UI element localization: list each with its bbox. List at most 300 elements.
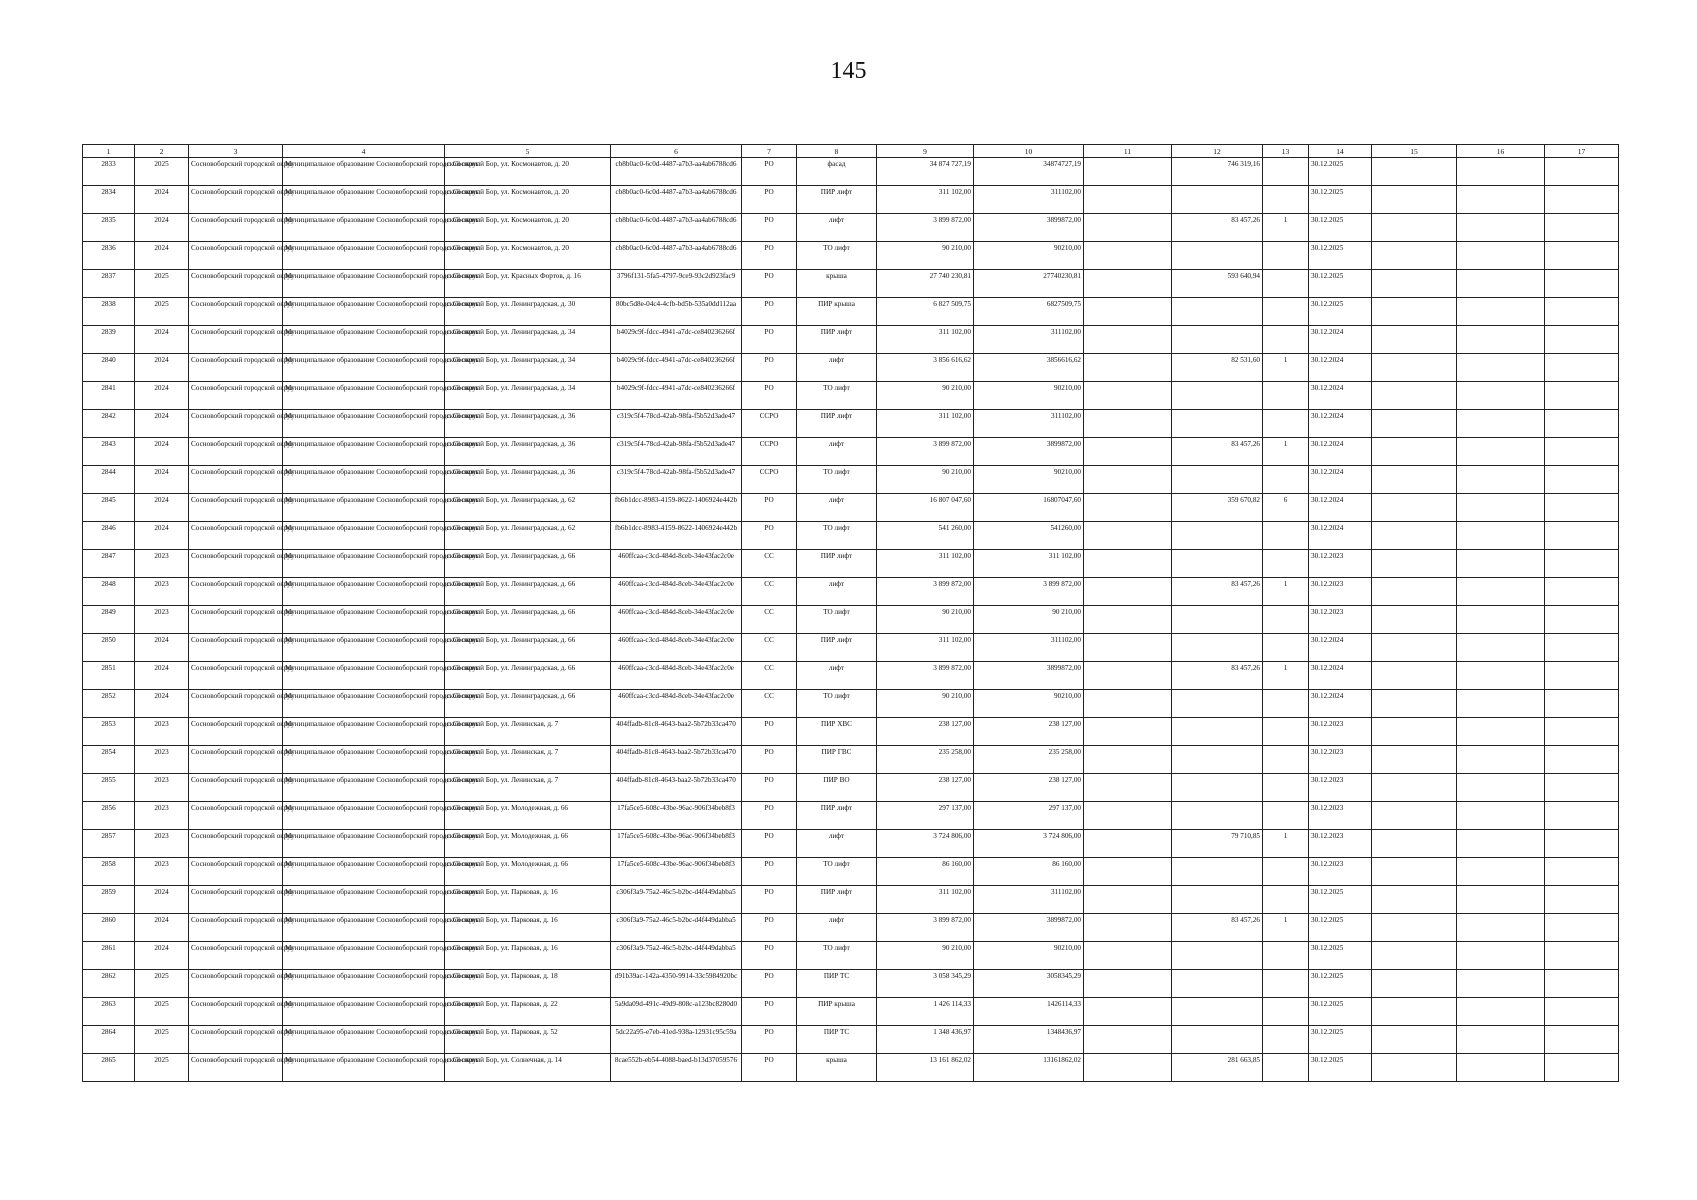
column-header: 15 <box>1372 145 1457 158</box>
year-cell: 2024 <box>135 522 189 550</box>
year-cell: 2023 <box>135 802 189 830</box>
column-16-cell <box>1457 858 1545 886</box>
elevator-count-cell <box>1263 802 1309 830</box>
column-11-cell <box>1084 494 1172 522</box>
column-12-cell <box>1172 634 1263 662</box>
column-17-cell <box>1545 830 1619 858</box>
table-row <box>83 382 1619 410</box>
elevator-count-cell: 1 <box>1263 438 1309 466</box>
house-guid-cell: 17fa5ce5-608c-43be-96ac-906f34beb8f3 <box>611 830 742 858</box>
column-11-cell <box>1084 326 1172 354</box>
column-header: 2 <box>135 145 189 158</box>
house-guid-cell: cb8b0ac0-6c0d-4487-a7b3-aa4ab6788cd6 <box>611 158 742 186</box>
column-16-cell <box>1457 634 1545 662</box>
year-cell: 2023 <box>135 858 189 886</box>
district-cell: Сосновоборский городской округ <box>189 326 283 354</box>
column-header: 5 <box>445 145 611 158</box>
work-type-cell: ТО лифт <box>797 858 877 886</box>
total-cell: 16807047,60 <box>974 494 1084 522</box>
column-11-cell <box>1084 858 1172 886</box>
address-cell: г. Сосновый Бор, ул. Ленинградская, д. 66 <box>445 606 611 634</box>
address-cell: г. Сосновый Бор, ул. Парковая, д. 18 <box>445 970 611 998</box>
column-17-cell <box>1545 242 1619 270</box>
column-11-cell <box>1084 158 1172 186</box>
cost-cell: 311 102,00 <box>877 186 974 214</box>
column-11-cell <box>1084 186 1172 214</box>
column-16-cell <box>1457 998 1545 1026</box>
page-number: 145 <box>830 58 867 84</box>
column-12-cell <box>1172 886 1263 914</box>
column-15-cell <box>1372 550 1457 578</box>
address-cell: г. Сосновый Бор, ул. Ленинградская, д. 62 <box>445 522 611 550</box>
address-cell: г. Сосновый Бор, ул. Ленинградская, д. 66 <box>445 662 611 690</box>
municipality-cell: Муниципальное образование Сосновоборский городской округ <box>283 690 445 718</box>
row-number-cell: 2863 <box>83 998 135 1026</box>
row-number-cell: 2851 <box>83 662 135 690</box>
column-11-cell <box>1084 354 1172 382</box>
total-cell: 13161862,02 <box>974 1054 1084 1082</box>
address-cell: г. Сосновый Бор, ул. Молодежная, д. 66 <box>445 858 611 886</box>
column-12-cell <box>1172 382 1263 410</box>
row-number-cell: 2865 <box>83 1054 135 1082</box>
total-cell: 311102,00 <box>974 410 1084 438</box>
total-cell: 90210,00 <box>974 466 1084 494</box>
address-cell: г. Сосновый Бор, ул. Ленинградская, д. 30 <box>445 298 611 326</box>
column-15-cell <box>1372 1054 1457 1082</box>
column-12-cell: 83 457,26 <box>1172 662 1263 690</box>
column-11-cell <box>1084 886 1172 914</box>
program-type-cell: РО <box>742 830 797 858</box>
program-type-cell: РО <box>742 858 797 886</box>
table-row <box>83 158 1619 186</box>
column-11-cell <box>1084 214 1172 242</box>
year-cell: 2023 <box>135 746 189 774</box>
cost-cell: 90 210,00 <box>877 606 974 634</box>
column-12-cell <box>1172 858 1263 886</box>
table-row <box>83 634 1619 662</box>
row-number-cell: 2860 <box>83 914 135 942</box>
column-15-cell <box>1372 438 1457 466</box>
elevator-count-cell: 1 <box>1263 662 1309 690</box>
house-guid-cell: 5a9da09d-491c-49d9-808c-a123bc8280d0 <box>611 998 742 1026</box>
column-header: 17 <box>1545 145 1619 158</box>
district-cell: Сосновоборский городской округ <box>189 186 283 214</box>
address-cell: г. Сосновый Бор, ул. Парковая, д. 16 <box>445 942 611 970</box>
deadline-cell: 30.12.2024 <box>1309 522 1372 550</box>
house-guid-cell: 460ffcaa-c3cd-484d-8ceb-34e43fac2c0e <box>611 606 742 634</box>
year-cell: 2024 <box>135 438 189 466</box>
municipality-cell: Муниципальное образование Сосновоборский городской округ <box>283 886 445 914</box>
district-cell: Сосновоборский городской округ <box>189 634 283 662</box>
work-type-cell: ТО лифт <box>797 942 877 970</box>
cost-cell: 90 210,00 <box>877 690 974 718</box>
house-guid-cell: fb6b1dcc-8983-4159-8622-1406924e442b <box>611 494 742 522</box>
year-cell: 2024 <box>135 242 189 270</box>
program-type-cell: РО <box>742 326 797 354</box>
column-11-cell <box>1084 606 1172 634</box>
table-row <box>83 914 1619 942</box>
address-cell: г. Сосновый Бор, ул. Ленинская, д. 7 <box>445 718 611 746</box>
table-row <box>83 858 1619 886</box>
work-type-cell: ПИР лифт <box>797 186 877 214</box>
house-guid-cell: 404ffadb-81c8-4643-baa2-5b72b33ca470 <box>611 746 742 774</box>
column-11-cell <box>1084 466 1172 494</box>
address-cell: г. Сосновый Бор, ул. Молодежная, д. 66 <box>445 802 611 830</box>
table-row <box>83 438 1619 466</box>
address-cell: г. Сосновый Бор, ул. Ленинградская, д. 66 <box>445 690 611 718</box>
cost-cell: 238 127,00 <box>877 718 974 746</box>
row-number-cell: 2836 <box>83 242 135 270</box>
elevator-count-cell <box>1263 970 1309 998</box>
column-16-cell <box>1457 970 1545 998</box>
address-cell: г. Сосновый Бор, ул. Ленинградская, д. 62 <box>445 494 611 522</box>
deadline-cell: 30.12.2023 <box>1309 746 1372 774</box>
deadline-cell: 30.12.2025 <box>1309 886 1372 914</box>
row-number-cell: 2859 <box>83 886 135 914</box>
row-number-cell: 2854 <box>83 746 135 774</box>
elevator-count-cell <box>1263 242 1309 270</box>
year-cell: 2025 <box>135 158 189 186</box>
column-header: 8 <box>797 145 877 158</box>
column-17-cell <box>1545 942 1619 970</box>
house-guid-cell: 460ffcaa-c3cd-484d-8ceb-34e43fac2c0e <box>611 550 742 578</box>
column-12-cell: 593 640,94 <box>1172 270 1263 298</box>
table-row <box>83 802 1619 830</box>
column-17-cell <box>1545 634 1619 662</box>
elevator-count-cell <box>1263 606 1309 634</box>
work-type-cell: ПИР ГВС <box>797 746 877 774</box>
district-cell: Сосновоборский городской округ <box>189 382 283 410</box>
elevator-count-cell <box>1263 942 1309 970</box>
district-cell: Сосновоборский городской округ <box>189 1054 283 1082</box>
program-type-cell: РО <box>742 1026 797 1054</box>
column-17-cell <box>1545 606 1619 634</box>
row-number-cell: 2834 <box>83 186 135 214</box>
column-16-cell <box>1457 326 1545 354</box>
municipality-cell: Муниципальное образование Сосновоборский городской округ <box>283 718 445 746</box>
cost-cell: 311 102,00 <box>877 550 974 578</box>
table-row <box>83 606 1619 634</box>
district-cell: Сосновоборский городской округ <box>189 830 283 858</box>
address-cell: г. Сосновый Бор, ул. Ленинградская, д. 66 <box>445 550 611 578</box>
column-16-cell <box>1457 690 1545 718</box>
municipality-cell: Муниципальное образование Сосновоборский городской округ <box>283 186 445 214</box>
house-guid-cell: 460ffcaa-c3cd-484d-8ceb-34e43fac2c0e <box>611 690 742 718</box>
column-12-cell <box>1172 746 1263 774</box>
table-row <box>83 186 1619 214</box>
column-header: 11 <box>1084 145 1172 158</box>
total-cell: 311102,00 <box>974 186 1084 214</box>
deadline-cell: 30.12.2025 <box>1309 998 1372 1026</box>
municipality-cell: Муниципальное образование Сосновоборский городской округ <box>283 746 445 774</box>
cost-cell: 3 899 872,00 <box>877 914 974 942</box>
work-type-cell: крыша <box>797 1054 877 1082</box>
work-type-cell: лифт <box>797 830 877 858</box>
column-12-cell <box>1172 242 1263 270</box>
column-17-cell <box>1545 382 1619 410</box>
district-cell: Сосновоборский городской округ <box>189 998 283 1026</box>
deadline-cell: 30.12.2025 <box>1309 270 1372 298</box>
total-cell: 90210,00 <box>974 690 1084 718</box>
row-number-cell: 2855 <box>83 774 135 802</box>
district-cell: Сосновоборский городской округ <box>189 858 283 886</box>
column-12-cell <box>1172 774 1263 802</box>
district-cell: Сосновоборский городской округ <box>189 214 283 242</box>
work-type-cell: ПИР крыша <box>797 298 877 326</box>
total-cell: 3899872,00 <box>974 914 1084 942</box>
district-cell: Сосновоборский городской округ <box>189 466 283 494</box>
house-guid-cell: 17fa5ce5-608c-43be-96ac-906f34beb8f3 <box>611 802 742 830</box>
work-type-cell: лифт <box>797 662 877 690</box>
total-cell: 541260,00 <box>974 522 1084 550</box>
row-number-cell: 2840 <box>83 354 135 382</box>
elevator-count-cell <box>1263 382 1309 410</box>
house-guid-cell: 17fa5ce5-608c-43be-96ac-906f34beb8f3 <box>611 858 742 886</box>
municipality-cell: Муниципальное образование Сосновоборский городской округ <box>283 466 445 494</box>
elevator-count-cell <box>1263 158 1309 186</box>
column-11-cell <box>1084 718 1172 746</box>
district-cell: Сосновоборский городской округ <box>189 718 283 746</box>
year-cell: 2023 <box>135 830 189 858</box>
column-17-cell <box>1545 802 1619 830</box>
column-12-cell <box>1172 186 1263 214</box>
address-cell: г. Сосновый Бор, ул. Ленинградская, д. 34 <box>445 382 611 410</box>
table-row <box>83 550 1619 578</box>
row-number-cell: 2862 <box>83 970 135 998</box>
row-number-cell: 2844 <box>83 466 135 494</box>
column-12-cell <box>1172 942 1263 970</box>
column-16-cell <box>1457 886 1545 914</box>
municipality-cell: Муниципальное образование Сосновоборский городской округ <box>283 158 445 186</box>
column-15-cell <box>1372 690 1457 718</box>
table-row <box>83 830 1619 858</box>
program-type-cell: РО <box>742 914 797 942</box>
total-cell: 1348436,97 <box>974 1026 1084 1054</box>
municipality-cell: Муниципальное образование Сосновоборский городской округ <box>283 550 445 578</box>
municipality-cell: Муниципальное образование Сосновоборский городской округ <box>283 970 445 998</box>
year-cell: 2024 <box>135 410 189 438</box>
work-type-cell: ПИР лифт <box>797 410 877 438</box>
address-cell: г. Сосновый Бор, ул. Ленинградская, д. 36 <box>445 438 611 466</box>
column-11-cell <box>1084 998 1172 1026</box>
house-guid-cell: c319c5f4-78cd-42ab-98fa-f5b52d3ade47 <box>611 466 742 494</box>
column-15-cell <box>1372 186 1457 214</box>
total-cell: 3899872,00 <box>974 214 1084 242</box>
column-15-cell <box>1372 382 1457 410</box>
district-cell: Сосновоборский городской округ <box>189 242 283 270</box>
deadline-cell: 30.12.2023 <box>1309 718 1372 746</box>
table-row <box>83 998 1619 1026</box>
column-16-cell <box>1457 830 1545 858</box>
year-cell: 2025 <box>135 970 189 998</box>
total-cell: 90210,00 <box>974 942 1084 970</box>
year-cell: 2023 <box>135 550 189 578</box>
address-cell: г. Сосновый Бор, ул. Солнечная, д. 14 <box>445 1054 611 1082</box>
column-17-cell <box>1545 158 1619 186</box>
column-15-cell <box>1372 410 1457 438</box>
column-16-cell <box>1457 242 1545 270</box>
row-number-cell: 2837 <box>83 270 135 298</box>
column-15-cell <box>1372 998 1457 1026</box>
total-cell: 3899872,00 <box>974 662 1084 690</box>
year-cell: 2023 <box>135 606 189 634</box>
column-16-cell <box>1457 1054 1545 1082</box>
table-row <box>83 466 1619 494</box>
program-type-cell: РО <box>742 214 797 242</box>
house-guid-cell: c319c5f4-78cd-42ab-98fa-f5b52d3ade47 <box>611 410 742 438</box>
table-row <box>83 718 1619 746</box>
deadline-cell: 30.12.2023 <box>1309 802 1372 830</box>
house-guid-cell: b4029c9f-fdcc-4941-a7dc-ce840236266f <box>611 382 742 410</box>
column-header: 4 <box>283 145 445 158</box>
program-type-cell: РО <box>742 746 797 774</box>
deadline-cell: 30.12.2025 <box>1309 914 1372 942</box>
column-12-cell: 83 457,26 <box>1172 214 1263 242</box>
total-cell: 311102,00 <box>974 886 1084 914</box>
column-16-cell <box>1457 158 1545 186</box>
row-number-cell: 2839 <box>83 326 135 354</box>
cost-cell: 311 102,00 <box>877 886 974 914</box>
row-number-cell: 2849 <box>83 606 135 634</box>
total-cell: 90210,00 <box>974 242 1084 270</box>
elevator-count-cell <box>1263 326 1309 354</box>
program-type-cell: СС <box>742 634 797 662</box>
address-cell: г. Сосновый Бор, ул. Ленинская, д. 7 <box>445 774 611 802</box>
column-15-cell <box>1372 858 1457 886</box>
program-type-cell: РО <box>742 522 797 550</box>
work-type-cell: крыша <box>797 270 877 298</box>
cost-cell: 311 102,00 <box>877 634 974 662</box>
program-type-cell: ССРО <box>742 438 797 466</box>
district-cell: Сосновоборский городской округ <box>189 662 283 690</box>
program-type-cell: СС <box>742 550 797 578</box>
column-header: 6 <box>611 145 742 158</box>
program-type-cell: РО <box>742 942 797 970</box>
district-cell: Сосновоборский городской округ <box>189 522 283 550</box>
column-15-cell <box>1372 942 1457 970</box>
district-cell: Сосновоборский городской округ <box>189 354 283 382</box>
program-type-cell: РО <box>742 970 797 998</box>
row-number-cell: 2861 <box>83 942 135 970</box>
column-12-cell <box>1172 1026 1263 1054</box>
work-type-cell: лифт <box>797 214 877 242</box>
column-header: 9 <box>877 145 974 158</box>
house-guid-cell: 80bc5d8e-04c4-4cfb-bd5b-535a0dd112aa <box>611 298 742 326</box>
program-type-cell: РО <box>742 774 797 802</box>
cost-cell: 3 856 616,62 <box>877 354 974 382</box>
district-cell: Сосновоборский городской округ <box>189 270 283 298</box>
address-cell: г. Сосновый Бор, ул. Парковая, д. 16 <box>445 914 611 942</box>
work-type-cell: ПИР лифт <box>797 886 877 914</box>
column-header: 12 <box>1172 145 1263 158</box>
district-cell: Сосновоборский городской округ <box>189 298 283 326</box>
program-type-cell: СС <box>742 606 797 634</box>
address-cell: г. Сосновый Бор, ул. Ленинградская, д. 34 <box>445 326 611 354</box>
column-12-cell <box>1172 998 1263 1026</box>
deadline-cell: 30.12.2025 <box>1309 158 1372 186</box>
year-cell: 2024 <box>135 186 189 214</box>
column-17-cell <box>1545 438 1619 466</box>
column-12-cell <box>1172 550 1263 578</box>
house-guid-cell: 404ffadb-81c8-4643-baa2-5b72b33ca470 <box>611 774 742 802</box>
municipality-cell: Муниципальное образование Сосновоборский городской округ <box>283 774 445 802</box>
work-type-cell: ТО лифт <box>797 606 877 634</box>
table-row <box>83 354 1619 382</box>
municipality-cell: Муниципальное образование Сосновоборский городской округ <box>283 410 445 438</box>
cost-cell: 541 260,00 <box>877 522 974 550</box>
cost-cell: 90 210,00 <box>877 942 974 970</box>
cost-cell: 3 899 872,00 <box>877 578 974 606</box>
row-number-cell: 2852 <box>83 690 135 718</box>
year-cell: 2024 <box>135 354 189 382</box>
year-cell: 2024 <box>135 382 189 410</box>
deadline-cell: 30.12.2024 <box>1309 662 1372 690</box>
work-type-cell: лифт <box>797 914 877 942</box>
cost-cell: 16 807 047,60 <box>877 494 974 522</box>
column-17-cell <box>1545 410 1619 438</box>
deadline-cell: 30.12.2023 <box>1309 830 1372 858</box>
column-15-cell <box>1372 522 1457 550</box>
deadline-cell: 30.12.2025 <box>1309 1054 1372 1082</box>
house-guid-cell: 460ffcaa-c3cd-484d-8ceb-34e43fac2c0e <box>611 578 742 606</box>
column-12-cell: 82 531,60 <box>1172 354 1263 382</box>
address-cell: г. Сосновый Бор, ул. Ленинская, д. 7 <box>445 746 611 774</box>
column-15-cell <box>1372 466 1457 494</box>
column-17-cell <box>1545 578 1619 606</box>
column-16-cell <box>1457 522 1545 550</box>
work-type-cell: ПИР лифт <box>797 326 877 354</box>
deadline-cell: 30.12.2025 <box>1309 242 1372 270</box>
year-cell: 2025 <box>135 998 189 1026</box>
column-header: 1 <box>83 145 135 158</box>
total-cell: 34874727,19 <box>974 158 1084 186</box>
address-cell: г. Сосновый Бор, ул. Космонавтов, д. 20 <box>445 242 611 270</box>
cost-cell: 90 210,00 <box>877 382 974 410</box>
program-type-cell: РО <box>742 494 797 522</box>
column-17-cell <box>1545 998 1619 1026</box>
municipality-cell: Муниципальное образование Сосновоборский городской округ <box>283 326 445 354</box>
column-11-cell <box>1084 298 1172 326</box>
cost-cell: 3 724 806,00 <box>877 830 974 858</box>
district-cell: Сосновоборский городской округ <box>189 802 283 830</box>
elevator-count-cell: 1 <box>1263 214 1309 242</box>
elevator-count-cell: 1 <box>1263 354 1309 382</box>
district-cell: Сосновоборский городской округ <box>189 774 283 802</box>
elevator-count-cell <box>1263 466 1309 494</box>
address-cell: г. Сосновый Бор, ул. Ленинградская, д. 36 <box>445 410 611 438</box>
cost-cell: 3 058 345,29 <box>877 970 974 998</box>
address-cell: г. Сосновый Бор, ул. Космонавтов, д. 20 <box>445 214 611 242</box>
column-11-cell <box>1084 1026 1172 1054</box>
deadline-cell: 30.12.2024 <box>1309 438 1372 466</box>
municipality-cell: Муниципальное образование Сосновоборский городской округ <box>283 606 445 634</box>
program-type-cell: РО <box>742 886 797 914</box>
program-type-cell: РО <box>742 270 797 298</box>
house-guid-cell: 404ffadb-81c8-4643-baa2-5b72b33ca470 <box>611 718 742 746</box>
column-16-cell <box>1457 942 1545 970</box>
column-17-cell <box>1545 746 1619 774</box>
table-row <box>83 942 1619 970</box>
column-17-cell <box>1545 550 1619 578</box>
column-17-cell <box>1545 270 1619 298</box>
deadline-cell: 30.12.2024 <box>1309 410 1372 438</box>
address-cell: г. Сосновый Бор, ул. Парковая, д. 16 <box>445 886 611 914</box>
elevator-count-cell <box>1263 774 1309 802</box>
total-cell: 1426114,33 <box>974 998 1084 1026</box>
deadline-cell: 30.12.2024 <box>1309 494 1372 522</box>
municipality-cell: Муниципальное образование Сосновоборский городской округ <box>283 242 445 270</box>
year-cell: 2024 <box>135 214 189 242</box>
